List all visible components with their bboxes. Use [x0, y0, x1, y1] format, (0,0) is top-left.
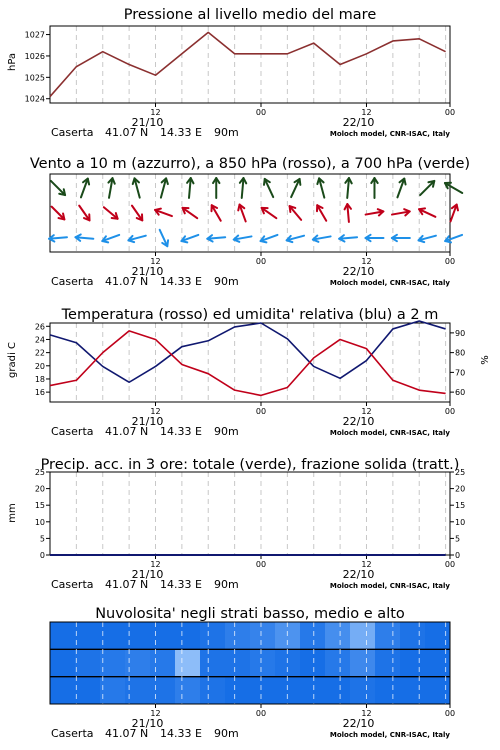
- wind-arrow: [234, 236, 252, 242]
- panel-4-y-tick-label: 15: [34, 501, 45, 511]
- cloud-cell: [300, 622, 326, 650]
- panel-2-x-tick-label: 00: [255, 257, 267, 266]
- panel-3-x-tick-label: 12: [361, 407, 372, 416]
- panel-2-x-tick-label: 00: [444, 257, 456, 266]
- cloud-cell: [375, 649, 401, 677]
- wind-arrow: [420, 181, 434, 195]
- cloud-cell: [400, 622, 426, 650]
- panel-2-x-tick-label: 12: [150, 257, 161, 266]
- cloud-cell: [300, 677, 326, 705]
- panel-3-date-label: 21/10: [131, 415, 164, 428]
- panel-5-source: Moloch model, CNR-ISAC, Italy: [329, 731, 450, 739]
- panel-3-location-name: Caserta: [51, 425, 94, 438]
- panel-3-location-lon: 14.33 E: [160, 425, 202, 438]
- wind-arrow-shaft: [51, 181, 65, 195]
- wind-arrow: [371, 178, 377, 198]
- panel-5-location-lon: 14.33 E: [160, 727, 202, 740]
- wind-arrow: [419, 236, 436, 242]
- cloud-cell: [325, 677, 351, 705]
- wind-arrow: [102, 235, 119, 242]
- panel-1-date-label: 22/10: [342, 116, 375, 129]
- wind-arrow: [365, 235, 383, 241]
- panel-3-y2-tick-label: 60: [455, 388, 466, 398]
- cloud-cell: [375, 677, 401, 705]
- cloud-cell: [250, 677, 276, 705]
- cloud-cell: [75, 622, 101, 650]
- wind-arrow: [419, 208, 435, 216]
- panel-5-location-lat: 41.07 N: [105, 727, 149, 740]
- wind-arrow: [345, 178, 351, 198]
- panel-4-x-tick-label: 12: [361, 560, 372, 569]
- panel-4-source: Moloch model, CNR-ISAC, Italy: [329, 582, 450, 590]
- panel-3-x-tick-label: 12: [150, 407, 161, 416]
- wind-arrow: [317, 178, 324, 197]
- panel-3-ylabel-right: %: [480, 355, 491, 365]
- panel-5-x-tick-label: 00: [444, 709, 456, 718]
- wind-arrow: [397, 179, 405, 198]
- wind-arrow-shaft: [420, 181, 434, 195]
- cloud-cell: [425, 677, 451, 705]
- panel-4-y2-tick-label: 5: [455, 534, 461, 544]
- panel-1-location-name: Caserta: [51, 126, 94, 139]
- panel-1-location-lon: 14.33 E: [160, 126, 202, 139]
- cloud-cell: [100, 649, 126, 677]
- panel-5-x-tick-label: 12: [150, 709, 161, 718]
- panel-2-date-label: 21/10: [131, 265, 164, 278]
- panel-1-x-tick-label: 00: [444, 108, 456, 117]
- panel-4-y2-tick-label: 15: [455, 501, 466, 511]
- panel-4-location-name: Caserta: [51, 578, 94, 591]
- panel-5-x-tick-label: 12: [361, 709, 372, 718]
- panel-3-ylabel: gradi C: [7, 342, 18, 378]
- cloud-cell: [400, 677, 426, 705]
- panel-3-y2-tick-label: 80: [455, 348, 466, 358]
- wind-arrow: [238, 205, 245, 222]
- panel-1-title: Pressione al livello medio del mare: [123, 7, 377, 23]
- cloud-cell: [225, 649, 251, 677]
- panel-5-title: Nuvolosita' negli strati basso, medio e alto: [95, 606, 405, 622]
- cloud-cell: [175, 677, 201, 705]
- panel-1-y-tick-label: 1025: [24, 73, 45, 83]
- wind-arrow: [155, 209, 172, 216]
- panel-4-location-lat: 41.07 N: [105, 578, 149, 591]
- cloud-cell: [50, 649, 76, 677]
- panel-4-x-tick-label: 00: [255, 560, 267, 569]
- wind-arrow: [161, 178, 168, 197]
- panel-1-ylabel: hPa: [7, 52, 18, 72]
- panel-4-x-tick-label: 12: [150, 560, 161, 569]
- wind-arrow: [392, 235, 410, 241]
- panel-1-y-tick-label: 1027: [24, 30, 45, 40]
- wind-arrow: [104, 207, 118, 219]
- panel-4-location-lon: 14.33 E: [160, 578, 202, 591]
- panel-1-location-lat: 41.07 N: [105, 126, 149, 139]
- panel-1-location-elev: 90m: [214, 126, 239, 139]
- wind-arrow: [211, 205, 220, 221]
- panel-2-location-lon: 14.33 E: [160, 275, 202, 288]
- wind-arrow: [133, 178, 140, 197]
- panel-3-source: Moloch model, CNR-ISAC, Italy: [329, 429, 450, 437]
- cloud-cell: [50, 622, 76, 650]
- cloud-cell: [250, 649, 276, 677]
- cloud-cell: [200, 649, 226, 677]
- panel-3-location-elev: 90m: [214, 425, 239, 438]
- panel-3-y-tick-label: 20: [34, 361, 45, 371]
- cloud-cell: [50, 677, 76, 705]
- panel-3-y-tick-label: 24: [34, 335, 45, 345]
- panel-1-x-tick-label: 00: [255, 108, 267, 117]
- cloud-cell: [225, 622, 251, 650]
- panel-3-frame: [50, 323, 450, 402]
- wind-arrow: [108, 178, 114, 198]
- panel-5-x-tick-label: 00: [255, 709, 267, 718]
- cloud-cell: [150, 677, 176, 705]
- wind-arrow: [128, 236, 145, 242]
- cloud-cell: [325, 649, 351, 677]
- panel-1-frame: [50, 26, 450, 103]
- panel-4-y-tick-label: 5: [39, 534, 45, 544]
- panel-5-date-label: 21/10: [131, 717, 164, 730]
- panel-2-title: Vento a 10 m (azzurro), a 850 hPa (rosso), a 700 hPa (verde): [29, 156, 471, 172]
- panel-3-y2-tick-label: 70: [455, 368, 466, 378]
- panel-2-location-elev: 90m: [214, 275, 239, 288]
- panel-4-ylabel: mm: [7, 503, 18, 523]
- cloud-cell: [75, 649, 101, 677]
- cloud-cell: [200, 622, 226, 650]
- cloud-cell: [100, 677, 126, 705]
- panel-3-y-tick-label: 22: [34, 348, 45, 358]
- wind-arrow: [181, 235, 198, 242]
- wind-arrow: [81, 179, 89, 198]
- cloud-cell: [175, 622, 201, 650]
- panel-5-location-name: Caserta: [51, 727, 94, 740]
- panel-2-date-label: 22/10: [342, 265, 375, 278]
- panel-5-date-label: 22/10: [342, 717, 375, 730]
- panel-1-x-tick-label: 12: [150, 108, 161, 117]
- cloud-cell: [350, 649, 376, 677]
- panel-3-x-tick-label: 00: [255, 407, 267, 416]
- wind-arrow: [75, 234, 93, 240]
- cloud-cell: [325, 622, 351, 650]
- panel-4-title: Precip. acc. in 3 ore: totale (verde), frazione solida (tratt.): [40, 457, 460, 473]
- cloud-cell: [150, 622, 176, 650]
- cloud-cell: [425, 649, 451, 677]
- cloud-cell: [150, 649, 176, 677]
- wind-arrow: [366, 209, 384, 215]
- panel-4-date-label: 21/10: [131, 568, 164, 581]
- wind-arrow: [392, 209, 410, 215]
- panel-1-date-label: 21/10: [131, 116, 164, 129]
- cloud-cell: [300, 649, 326, 677]
- panel-4-y-tick-label: 0: [39, 551, 45, 560]
- panel-3-y-tick-label: 16: [34, 388, 45, 398]
- panel-3-y-tick-label: 26: [34, 322, 45, 332]
- panel-3-location-lat: 41.07 N: [105, 425, 149, 438]
- panel-2-source: Moloch model, CNR-ISAC, Italy: [329, 279, 450, 287]
- cloud-cell: [250, 622, 276, 650]
- cloud-cell: [375, 622, 401, 650]
- panel-4-location-elev: 90m: [214, 578, 239, 591]
- panel-1-x-tick-label: 12: [361, 108, 372, 117]
- panel-2-location-lat: 41.07 N: [105, 275, 149, 288]
- wind-arrow: [339, 235, 357, 241]
- panel-3-y-tick-label: 18: [34, 374, 45, 384]
- cloud-cell: [75, 677, 101, 705]
- panel-4-y2-tick-label: 25: [455, 468, 466, 477]
- cloud-cell: [175, 649, 201, 677]
- cloud-cell: [100, 622, 126, 650]
- wind-arrow: [49, 235, 67, 241]
- panel-4-y2-tick-label: 10: [455, 517, 466, 527]
- wind-arrow: [79, 206, 89, 221]
- cloud-cell: [350, 622, 376, 650]
- panel-1-y-tick-label: 1024: [24, 94, 45, 104]
- panel-3-date-label: 22/10: [342, 415, 375, 428]
- cloud-cell: [200, 677, 226, 705]
- wind-arrow: [313, 236, 331, 242]
- panel-2-location-name: Caserta: [51, 275, 94, 288]
- wind-arrow: [213, 178, 219, 198]
- panel-3-title: Temperatura (rosso) ed umidita' relativa (blu) a 2 m: [61, 307, 439, 323]
- panel-4-y-tick-label: 10: [34, 517, 45, 527]
- wind-arrow: [345, 204, 351, 222]
- wind-arrow: [52, 207, 65, 220]
- cloud-cell: [425, 622, 451, 650]
- wind-arrow: [291, 179, 300, 197]
- wind-arrow: [317, 205, 326, 221]
- panel-2-x-tick-label: 12: [361, 257, 372, 266]
- wind-arrow: [262, 208, 277, 218]
- temperature-line: [50, 331, 446, 396]
- wind-arrow: [287, 236, 304, 242]
- wind-arrow: [132, 206, 142, 221]
- panel-4-y-tick-label: 20: [34, 484, 45, 494]
- panel-1-y-tick-label: 1026: [24, 51, 45, 61]
- panel-4-x-tick-label: 00: [444, 560, 456, 569]
- wind-arrow: [240, 178, 246, 198]
- panel-3-y2-tick-label: 90: [455, 328, 466, 338]
- panel-5-location-elev: 90m: [214, 727, 239, 740]
- wind-arrow: [182, 208, 197, 218]
- panel-4-y2-tick-label: 20: [455, 484, 466, 494]
- wind-arrow: [445, 235, 462, 242]
- wind-arrow: [451, 205, 458, 222]
- wind-arrow: [160, 230, 168, 246]
- wind-arrow: [445, 183, 462, 193]
- panel-4-date-label: 22/10: [342, 568, 375, 581]
- wind-arrow: [264, 179, 273, 197]
- panel-4-y2-tick-label: 0: [455, 551, 461, 560]
- cloud-cell: [225, 677, 251, 705]
- wind-arrow: [290, 206, 302, 220]
- panel-1-source: Moloch model, CNR-ISAC, Italy: [329, 130, 450, 138]
- cloud-cell: [400, 649, 426, 677]
- wind-arrow: [51, 181, 65, 195]
- wind-arrow: [187, 178, 193, 198]
- pressure-line: [50, 32, 446, 96]
- wind-arrow: [207, 235, 225, 241]
- panel-4-y-tick-label: 25: [34, 468, 45, 477]
- wind-arrow: [261, 235, 278, 242]
- panel-4-frame: [50, 472, 450, 555]
- cloud-cell: [350, 677, 376, 705]
- panel-3-x-tick-label: 00: [444, 407, 456, 416]
